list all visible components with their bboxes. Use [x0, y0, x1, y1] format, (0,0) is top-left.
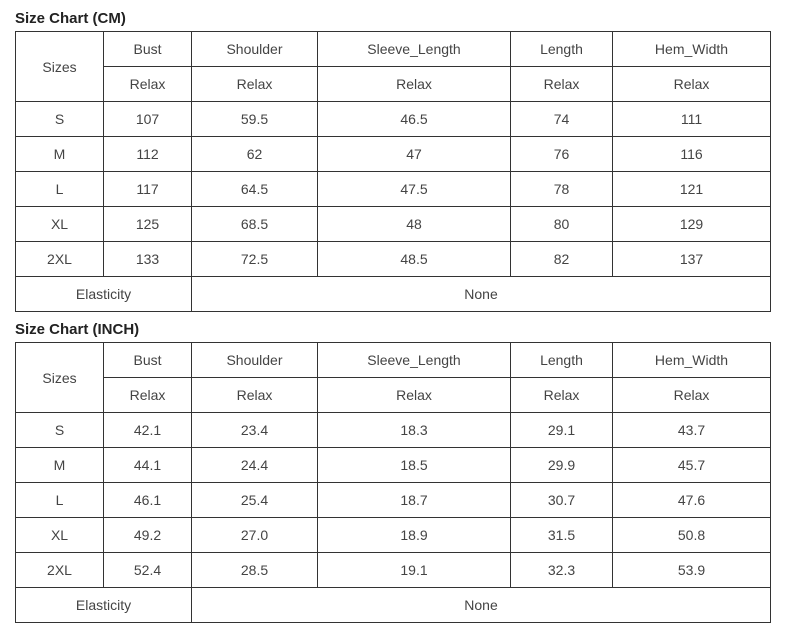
value-cell: 59.5 [192, 102, 318, 137]
column-header-cell: Shoulder [192, 32, 318, 67]
value-cell: 46.5 [318, 102, 511, 137]
fit-cell: Relax [511, 67, 613, 102]
value-cell: 133 [104, 242, 192, 277]
column-header-cell: Bust [104, 32, 192, 67]
size-label-cell: M [16, 137, 104, 172]
table-row [16, 207, 771, 242]
value-cell: 125 [104, 207, 192, 242]
table-row [16, 483, 771, 518]
value-cell: 47.6 [613, 483, 771, 518]
fit-cell: Relax [104, 378, 192, 413]
value-cell: 121 [613, 172, 771, 207]
size-chart-inch-table [15, 342, 771, 623]
table-row [16, 448, 771, 483]
column-header-cell: Shoulder [192, 343, 318, 378]
fit-cell: Relax [104, 67, 192, 102]
size-label-cell: XL [16, 207, 104, 242]
elasticity-value-cell: None [192, 277, 771, 312]
value-cell: 43.7 [613, 413, 771, 448]
value-cell: 47.5 [318, 172, 511, 207]
value-cell: 50.8 [613, 518, 771, 553]
table-row [16, 102, 771, 137]
value-cell: 42.1 [104, 413, 192, 448]
value-cell: 53.9 [613, 553, 771, 588]
header-row [16, 343, 771, 378]
table-row [16, 172, 771, 207]
column-header-cell: Sleeve_Length [318, 343, 511, 378]
value-cell: 24.4 [192, 448, 318, 483]
value-cell: 74 [511, 102, 613, 137]
elasticity-row [16, 277, 771, 312]
fit-cell: Relax [511, 378, 613, 413]
value-cell: 47 [318, 137, 511, 172]
table-row [16, 242, 771, 277]
column-header-cell: Bust [104, 343, 192, 378]
value-cell: 18.5 [318, 448, 511, 483]
size-chart-cm-title: Size Chart (CM) [15, 10, 126, 27]
value-cell: 18.9 [318, 518, 511, 553]
size-label-cell: L [16, 172, 104, 207]
table-row [16, 553, 771, 588]
value-cell: 82 [511, 242, 613, 277]
value-cell: 27.0 [192, 518, 318, 553]
value-cell: 80 [511, 207, 613, 242]
column-header-cell: Length [511, 32, 613, 67]
value-cell: 48 [318, 207, 511, 242]
fit-row [16, 378, 771, 413]
size-label-cell: 2XL [16, 242, 104, 277]
value-cell: 62 [192, 137, 318, 172]
column-header-cell: Length [511, 343, 613, 378]
size-label-cell: M [16, 448, 104, 483]
column-header-cell: Sleeve_Length [318, 32, 511, 67]
header-row [16, 32, 771, 67]
elasticity-row [16, 588, 771, 623]
size-label-cell: XL [16, 518, 104, 553]
value-cell: 49.2 [104, 518, 192, 553]
value-cell: 48.5 [318, 242, 511, 277]
value-cell: 23.4 [192, 413, 318, 448]
size-label-cell: L [16, 483, 104, 518]
fit-cell: Relax [613, 67, 771, 102]
size-label-cell: 2XL [16, 553, 104, 588]
value-cell: 25.4 [192, 483, 318, 518]
size-label-cell: S [16, 102, 104, 137]
value-cell: 52.4 [104, 553, 192, 588]
value-cell: 112 [104, 137, 192, 172]
value-cell: 78 [511, 172, 613, 207]
value-cell: 31.5 [511, 518, 613, 553]
table-row [16, 137, 771, 172]
value-cell: 18.7 [318, 483, 511, 518]
table-row [16, 518, 771, 553]
value-cell: 117 [104, 172, 192, 207]
value-cell: 18.3 [318, 413, 511, 448]
value-cell: 64.5 [192, 172, 318, 207]
fit-cell: Relax [192, 67, 318, 102]
elasticity-value-cell: None [192, 588, 771, 623]
fit-cell: Relax [318, 67, 511, 102]
value-cell: 44.1 [104, 448, 192, 483]
table-row [16, 413, 771, 448]
elasticity-label-cell: Elasticity [16, 588, 192, 623]
value-cell: 76 [511, 137, 613, 172]
value-cell: 45.7 [613, 448, 771, 483]
value-cell: 28.5 [192, 553, 318, 588]
fit-row [16, 67, 771, 102]
value-cell: 30.7 [511, 483, 613, 518]
fit-cell: Relax [613, 378, 771, 413]
value-cell: 72.5 [192, 242, 318, 277]
value-cell: 68.5 [192, 207, 318, 242]
fit-cell: Relax [318, 378, 511, 413]
value-cell: 107 [104, 102, 192, 137]
elasticity-label-cell: Elasticity [16, 277, 192, 312]
column-header-cell: Hem_Width [613, 32, 771, 67]
size-chart-inch-title: Size Chart (INCH) [15, 321, 140, 338]
value-cell: 19.1 [318, 553, 511, 588]
fit-cell: Relax [192, 378, 318, 413]
value-cell: 46.1 [104, 483, 192, 518]
value-cell: 116 [613, 137, 771, 172]
value-cell: 32.3 [511, 553, 613, 588]
sizes-header-cell: Sizes [16, 32, 104, 102]
value-cell: 137 [613, 242, 771, 277]
column-header-cell: Hem_Width [613, 343, 771, 378]
size-label-cell: S [16, 413, 104, 448]
value-cell: 29.9 [511, 448, 613, 483]
value-cell: 111 [613, 102, 771, 137]
value-cell: 129 [613, 207, 771, 242]
sizes-header-cell: Sizes [16, 343, 104, 413]
size-chart-cm-table [15, 31, 771, 312]
value-cell: 29.1 [511, 413, 613, 448]
